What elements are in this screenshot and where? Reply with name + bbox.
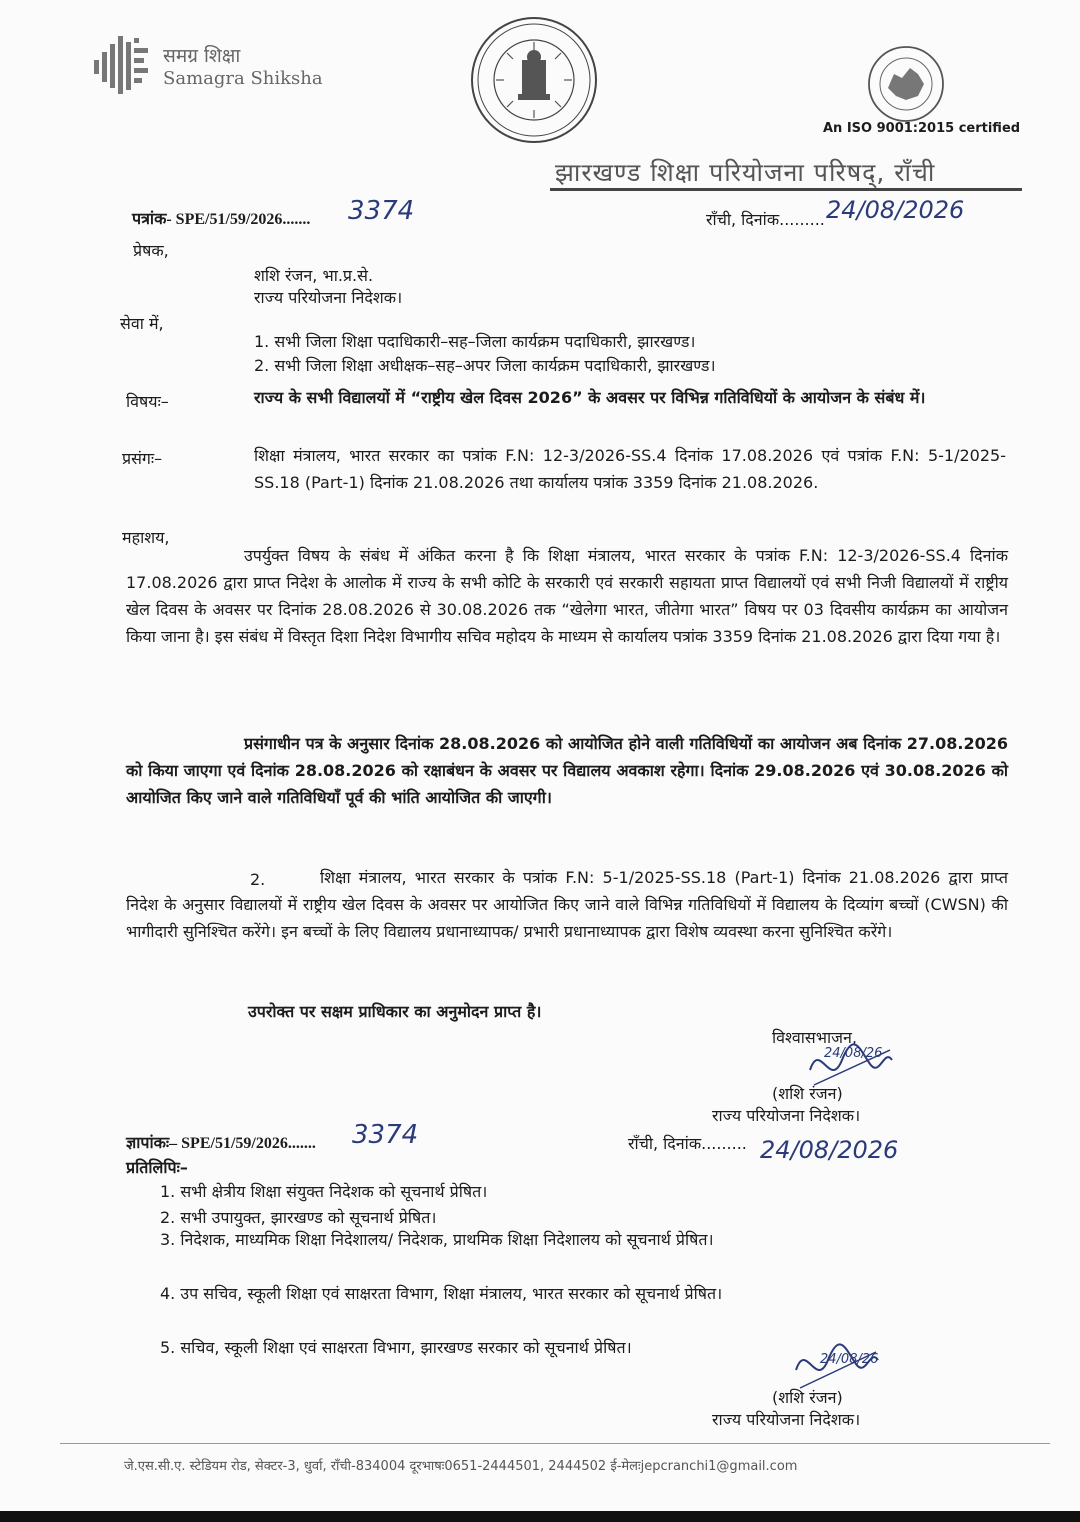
approval-statement: उपरोक्त पर सक्षम प्राधिकार का अनुमोदन प्राप्त है। [248,1002,542,1021]
recipient-item: 2. सभी जिला शिक्षा अधीक्षक–सह–अपर जिला कार्यक्रम पदाधिकारी, झारखण्ड। [254,356,716,375]
letter-date-handwritten: 24/08/2026 [826,196,965,224]
government-seal-icon [468,14,600,146]
salutation: महाशय, [122,528,170,547]
letter-place-date: राँची, दिनांक......... [706,210,825,229]
council-name: झारखण्ड शिक्षा परियोजना परिषद्, राँची [555,158,936,187]
reference-text: शिक्षा मंत्रालय, भारत सरकार का पत्रांक F.N: 12-3/2026-SS.4 दिनांक 17.08.2026 एवं पत्रांक F.N: 5-1/2025-SS.18 (Part-1) दिनांक 21.08.2026 तथा कार्यालय पत्रांक 3359 दिनांक 21.08.2026. [254,446,1006,492]
memo-ref-handwritten: 3374 [352,1120,419,1150]
signatory-name: (शशि रंजन) [772,1388,843,1407]
signatory-title: राज्य परियोजना निदेशक। [712,1106,861,1125]
signature-initials: 24/08/26 [820,1352,879,1367]
letter-ref-number: पत्रांक- SPE/51/59/2026....... [132,211,311,228]
footer-divider [60,1443,1050,1444]
signatory-name: (शशि रंजन) [772,1084,843,1103]
header-divider [550,188,1022,191]
memo-ref-number: ज्ञापांकः– SPE/51/59/2026....... [126,1135,316,1152]
scan-bottom-edge [0,1511,1080,1522]
footer-address: जे.एस.सी.ए. स्टेडियम रोड, सेक्टर-3, धुर्वा, राँची-834004 दूरभाषः0651-2444501, 2444502 ई-मेलःjepcranchi1@gmail.com [124,1459,798,1474]
subject-label: विषयः– [126,392,169,411]
closing-text: विश्वासभाजन, [772,1028,857,1047]
copy-item: 2. सभी उपायुक्त, झारखण्ड को सूचनार्थ प्रेषित। [160,1208,437,1227]
copy-label: प्रतिलिपिः– [126,1158,188,1177]
sender-name: शशि रंजन, भा.प्र.से. [254,266,374,285]
subject-text: राज्य के सभी विद्यालयों में “राष्ट्रीय खेल दिवस 2026” के अवसर पर विभिन्न गतिविधियों के आयोजन के संबंध में। [254,388,926,407]
sender-title: राज्य परियोजना निदेशक। [254,288,403,307]
iso-certification: An ISO 9001:2015 certified [823,121,1021,136]
paragraph-2: प्रसंगाधीन पत्र के अनुसार दिनांक 28.08.2026 को आयोजित होने वाली गतिविधियों का आयोजन अब दिनांक 27.08.2026 को किया जाएगा एवं दिनांक 28.08.2026 को रक्षाबंधन के अवसर पर विद्यालय अवकाश रहेगा। दिनांक 29.08.2026 एवं 30.08.2026 को आयोजित किए जाने वाले गतिविधियाँ पूर्व की भांति आयोजित की जाएगी। [126,734,1008,807]
copy-item: 3. निदेशक, माध्यमिक शिक्षा निदेशालय/ निदेशक, प्राथमिक शिक्षा निदेशालय को सूचनार्थ प्रेषित। [160,1230,714,1249]
signatory-title: राज्य परियोजना निदेशक। [712,1410,861,1429]
logo-hindi-text: समग्र शिक्षा [163,45,241,67]
paragraph-1: उपर्युक्त विषय के संबंध में अंकित करना है कि शिक्षा मंत्रालय, भारत सरकार के पत्रांक F.N: 12-3/2026-SS.4 दिनांक 17.08.2026 द्वारा प्राप्त निदेश के आलोक में राज्य के सभी कोटि के सरकारी एवं सरकारी सहायता प्राप्त विद्यालयों एवं सभी निजी विद्यालयों में राष्ट्रीय खेल दिवस के अवसर पर दिनांक 28.08.2026 से 30.08.2026 तक “खेलेगा भारत, जीतेगा भारत” विषय पर 03 दिवसीय कार्यक्रम का आयोजन किया जाना है। इस संबंध में विस्तृत दिशा निदेश विभागीय सचिव महोदय के माध्यम से कार्यालय पत्रांक 3359 दिनांक 21.08.2026 द्वारा दिया गया है। [126,546,1008,646]
memo-date-handwritten: 24/08/2026 [760,1136,899,1164]
paragraph-3-number: 2. [250,870,266,889]
logo-english-text: Samagra Shiksha [163,68,323,89]
sender-label: प्रेषक, [133,241,169,260]
paragraph-3: शिक्षा मंत्रालय, भारत सरकार के पत्रांक F.N: 5-1/2025-SS.18 (Part-1) दिनांक 21.08.2026 द्वारा प्राप्त निदेश के अनुसार विद्यालयों में राष्ट्रीय खेल दिवस के अवसर पर आयोजित किए जाने वाले विभिन्न गतिविधियों में विद्यालय के दिव्यांग बच्चों (CWSN) की भागीदारी सुनिश्चित करेंगे। इन बच्चों के लिए विद्यालय प्रधानाध्यापक/ प्रभारी प्रधानाध्यापक द्वारा विशेष व्यवस्था करना सुनिश्चित करेंगे। [126,868,1008,941]
to-label: सेवा में, [120,314,164,333]
letter-ref-handwritten: 3374 [348,196,415,226]
copy-item: 5. सचिव, स्कूली शिक्षा एवं साक्षरता विभाग, झारखण्ड सरकार को सूचनार्थ प्रेषित। [160,1338,632,1357]
copy-item: 4. उप सचिव, स्कूली शिक्षा एवं साक्षरता विभाग, शिक्षा मंत्रालय, भारत सरकार को सूचनार्थ प्रेषित। [160,1284,723,1303]
recipient-item: 1. सभी जिला शिक्षा पदाधिकारी–सह–जिला कार्यक्रम पदाधिकारी, झारखण्ड। [254,332,696,351]
signature-initials: 24/08/26 [824,1046,883,1061]
jepc-seal-icon [866,44,946,124]
copy-item: 1. सभी क्षेत्रीय शिक्षा संयुक्त निदेशक को सूचनार्थ प्रेषित। [160,1182,488,1201]
samagra-shiksha-logo-icon [92,34,156,96]
memo-place-date: राँची, दिनांक......... [628,1134,747,1153]
reference-label: प्रसंगः– [122,449,163,468]
